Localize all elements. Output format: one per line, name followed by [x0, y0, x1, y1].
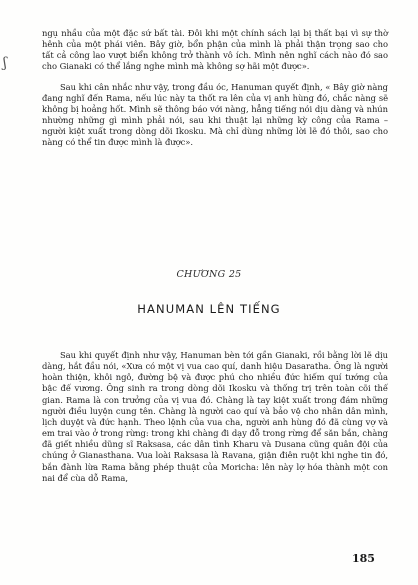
chapter-number: CHƯƠNG 25 [176, 269, 242, 280]
paragraph: Sau khi quyết định như vậy, Hanuman bèn tới gần Gianaki, rồi bằng lời lẽ dịu dàng, hắt đầu nói, «Xưa có một vị vua cao quí, danh hiệu Dasaratha. Ông là người hoàn thiện, khôi ngô, đường bệ và được phú cho nhiều đức hiếm quí tướng của bậc đế vương. Ông sinh ra trong dòng dõi Ikosku và thống trị trên toàn cõi thế gian. Rama là con trưởng của vị vua đó. Chàng là tay kiệt xuất trong đám những người điều luyện cung tên. Chàng là người cao quí và bảo vệ cho nhân dân mình, lịch duyệt và đức hạnh. Theo lệnh của vua cha, người anh hùng đó đã cùng vợ và em trai vào ở trong rừng: trong khi chàng đi dạy đỗ trong rừng để săn bắn, chàng đã giết nhiều dũng sĩ Raksasa, các dân tình Kharu và Dusana cũng quân đội của chúng ở Gianasthana. Vua loài Raksasa là Ravana, giận điên ruột khi nghe tin đó, bắn đành lừa Rama bằng phép thuật của Moricha: lên này lợ hóa thành một con nai để cùa dỗ Rama, [42, 350, 388, 483]
paragraph: ngụ nhầu của một đặc sứ bất tài. Đôi khi một chính sách lại bị thất bại vì sự thờ hênh của một phái viên. Bây giờ, bổn phận của mình là phải thận trọng sao cho tất cả công lao vượt biển không trở thành vô ích. Mình nên nghĩ cách nào đó sao cho Gianaki có thể lắng nghe mình mà không sợ hãi một được». [42, 28, 388, 72]
page-number: 185 [352, 552, 375, 565]
top-text-block [42, 28, 388, 149]
paragraph: Sau khi cân nhắc như vậy, trong đầu óc, Hanuman quyết định, « Bây giờ nàng đang nghĩ đến Rama, nếu lúc này ta thốt ra lên của vị anh hùng đó, chắc nàng sẽ không bị hoảng hốt. Mình sẽ thông báo với nàng, hẳng tiếng nói dịu dàng và nhún nhường những gì mình phải nói, sau khi thuật lại những kỳ công của Rama – người kiệt xuất trong dòng dõi Ikosku. Mà chỉ dùng những lời lẽ đó thôi, sao cho nàng có thể tin được mình là được». [42, 81, 388, 148]
margin-annotation: ʃ [3, 55, 7, 71]
chapter-title: HANUMAN LÊN TIẾNG [137, 302, 281, 316]
chapter-body [42, 350, 388, 484]
